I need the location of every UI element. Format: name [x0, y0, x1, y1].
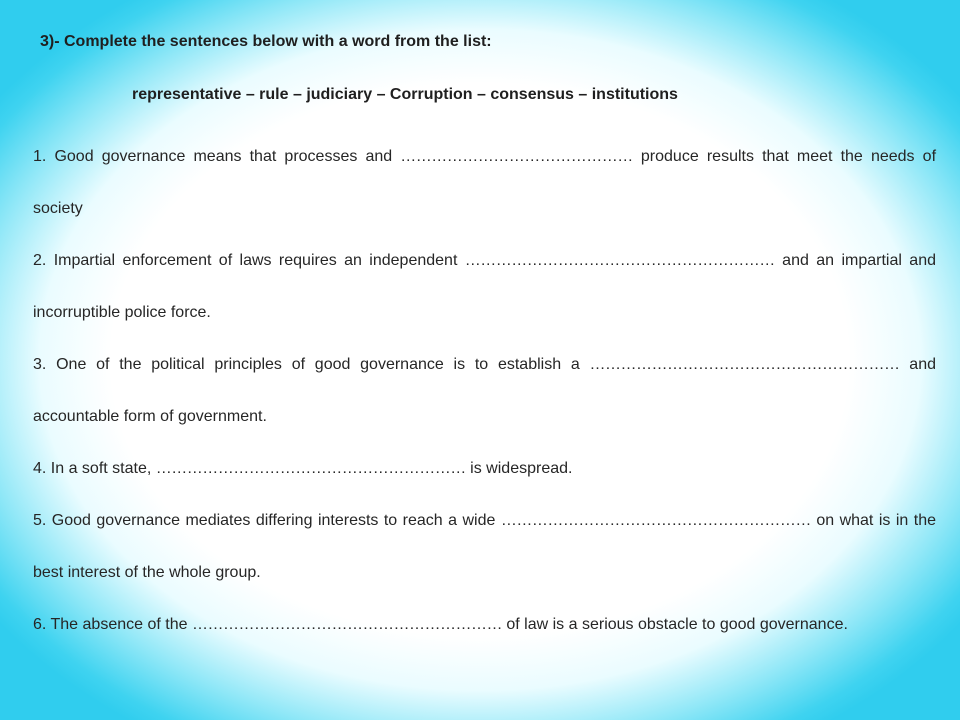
answer-blank: …………………………………………………… — [191, 616, 502, 633]
sentence-text: and an impartial and incorruptible police force. — [33, 252, 937, 321]
sentence-3 — [33, 339, 936, 443]
sentence-text: 5. Good governance mediates differing interests to reach a wide — [33, 512, 501, 529]
sentence-text: 4. In a soft state, — [33, 460, 156, 477]
sentence-text: 2. Impartial enforcement of laws requires an independent — [33, 252, 465, 269]
answer-blank: …………………………………………………… — [500, 512, 811, 529]
sentence-text: 1. Good governance means that processes and — [33, 148, 401, 165]
sentence-text: is widespread. — [465, 460, 573, 477]
answer-blank: ……………………………………… — [400, 148, 633, 165]
sentence-text: 3. One of the political principles of good governance is to establish a — [33, 356, 590, 373]
exercise-heading: 3)- Complete the sentences below with a word from the list: — [40, 33, 492, 50]
sentence-4 — [33, 443, 936, 495]
sentence-list — [33, 131, 936, 651]
sentence-6 — [33, 599, 936, 651]
answer-blank: …………………………………………………… — [464, 252, 775, 269]
sentence-5 — [33, 495, 936, 599]
sentence-text: on what is in the best interest of the whole group. — [33, 512, 937, 581]
sentence-text: of law is a serious obstacle to good governance. — [501, 616, 848, 633]
answer-blank: …………………………………………………… — [155, 460, 466, 477]
sentence-text: 6. The absence of the — [33, 616, 192, 633]
sentence-text: produce results that meet the needs of society — [33, 148, 937, 217]
word-list: representative – rule – judiciary – Corruption – consensus – institutions — [132, 86, 678, 103]
answer-blank: …………………………………………………… — [589, 356, 900, 373]
sentence-2 — [33, 235, 936, 339]
sentence-1 — [33, 131, 936, 235]
sentence-text: and accountable form of government. — [33, 356, 937, 425]
